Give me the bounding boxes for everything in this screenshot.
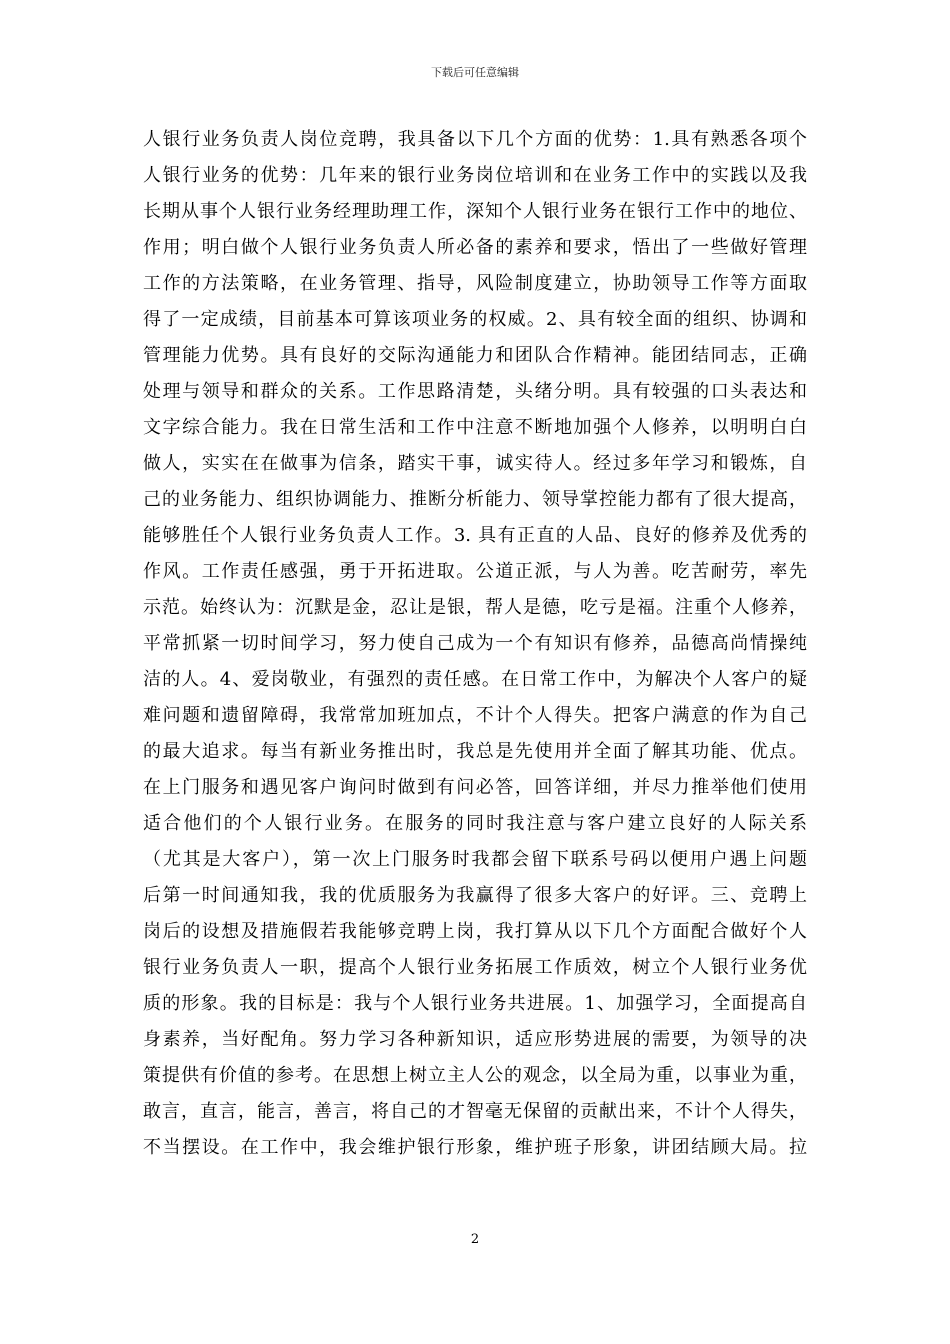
- text-line: 管理能力优势。具有良好的交际沟通能力和团队合作精神。能团结同志，正确: [143, 345, 807, 366]
- text-line: 的最大追求。每当有新业务推出时，我总是先使用并全面了解其功能、优点。: [143, 741, 807, 762]
- text-line: 后第一时间通知我，我的优质服务为我赢得了很多大客户的好评。三、竞聘上: [143, 885, 807, 906]
- text-line: 洁的人。4、爱岗敬业，有强烈的责任感。在日常工作中，为解决个人客户的疑: [143, 669, 807, 690]
- text-line: 人银行业务负责人岗位竞聘，我具备以下几个方面的优势：1.具有熟悉各项个: [143, 129, 807, 150]
- text-line: 文字综合能力。我在日常生活和工作中注意不断地加强个人修养，以明明白白: [143, 417, 807, 438]
- text-line: 适合他们的个人银行业务。在服务的同时我注意与客户建立良好的人际关系: [143, 813, 807, 834]
- text-line: 在上门服务和遇见客户询问时做到有问必答，回答详细，并尽力推举他们使用: [143, 777, 807, 798]
- text-line: 岗后的设想及措施假若我能够竞聘上岗，我打算从以下几个方面配合做好个人: [143, 921, 807, 942]
- text-line: 工作的方法策略，在业务管理、指导，风险制度建立，协助领导工作等方面取: [143, 273, 807, 294]
- text-line: 银行业务负责人一职，提高个人银行业务拓展工作质效，树立个人银行业务优: [143, 957, 807, 978]
- page-header: 下载后可任意编辑: [431, 66, 519, 79]
- text-line: 策提供有价值的参考。在思想上树立主人公的观念，以全局为重，以事业为重，: [143, 1065, 807, 1086]
- text-line: 做人，实实在在做事为信条，踏实干事，诚实待人。经过多年学习和锻炼，自: [143, 453, 807, 474]
- page-number: 2: [470, 1232, 480, 1247]
- text-line: 身素养，当好配角。努力学习各种新知识，适应形势进展的需要，为领导的决: [143, 1029, 807, 1050]
- body-text: [143, 122, 807, 1166]
- text-line: 能够胜任个人银行业务负责人工作。3. 具有正直的人品、良好的修养及优秀的: [143, 525, 807, 546]
- text-line: 长期从事个人银行业务经理助理工作，深知个人银行业务在银行工作中的地位、: [143, 201, 807, 222]
- text-line: 处理与领导和群众的关系。工作思路清楚，头绪分明。具有较强的口头表达和: [143, 381, 807, 402]
- text-line: 作风。工作责任感强，勇于开拓进取。公道正派，与人为善。吃苦耐劳，率先: [143, 561, 807, 582]
- text-line: 不当摆设。在工作中，我会维护银行形象，维护班子形象，讲团结顾大局。拉: [143, 1137, 807, 1158]
- text-line: 作用；明白做个人银行业务负责人所必备的素养和要求，悟出了一些做好管理: [143, 237, 807, 258]
- text-line: 己的业务能力、组织协调能力、推断分析能力、领导掌控能力都有了很大提高，: [143, 489, 807, 510]
- text-line: 人银行业务的优势：几年来的银行业务岗位培训和在业务工作中的实践以及我: [143, 165, 807, 186]
- text-line: （尤其是大客户），第一次上门服务时我都会留下联系号码以便用户遇上问题: [143, 849, 807, 870]
- text-line: 示范。始终认为：沉默是金，忍让是银，帮人是德，吃亏是福。注重个人修养，: [143, 597, 807, 618]
- text-line: 敢言，直言，能言，善言，将自己的才智毫无保留的贡献出来，不计个人得失，: [143, 1101, 807, 1122]
- text-line: 平常抓紧一切时间学习，努力使自己成为一个有知识有修养，品德高尚情操纯: [143, 633, 807, 654]
- text-line: 质的形象。我的目标是：我与个人银行业务共进展。1、加强学习，全面提高自: [143, 993, 807, 1014]
- text-line: 难问题和遗留障碍，我常常加班加点，不计个人得失。把客户满意的作为自己: [143, 705, 807, 726]
- text-line: 得了一定成绩，目前基本可算该项业务的权威。2、具有较全面的组织、协调和: [143, 309, 807, 330]
